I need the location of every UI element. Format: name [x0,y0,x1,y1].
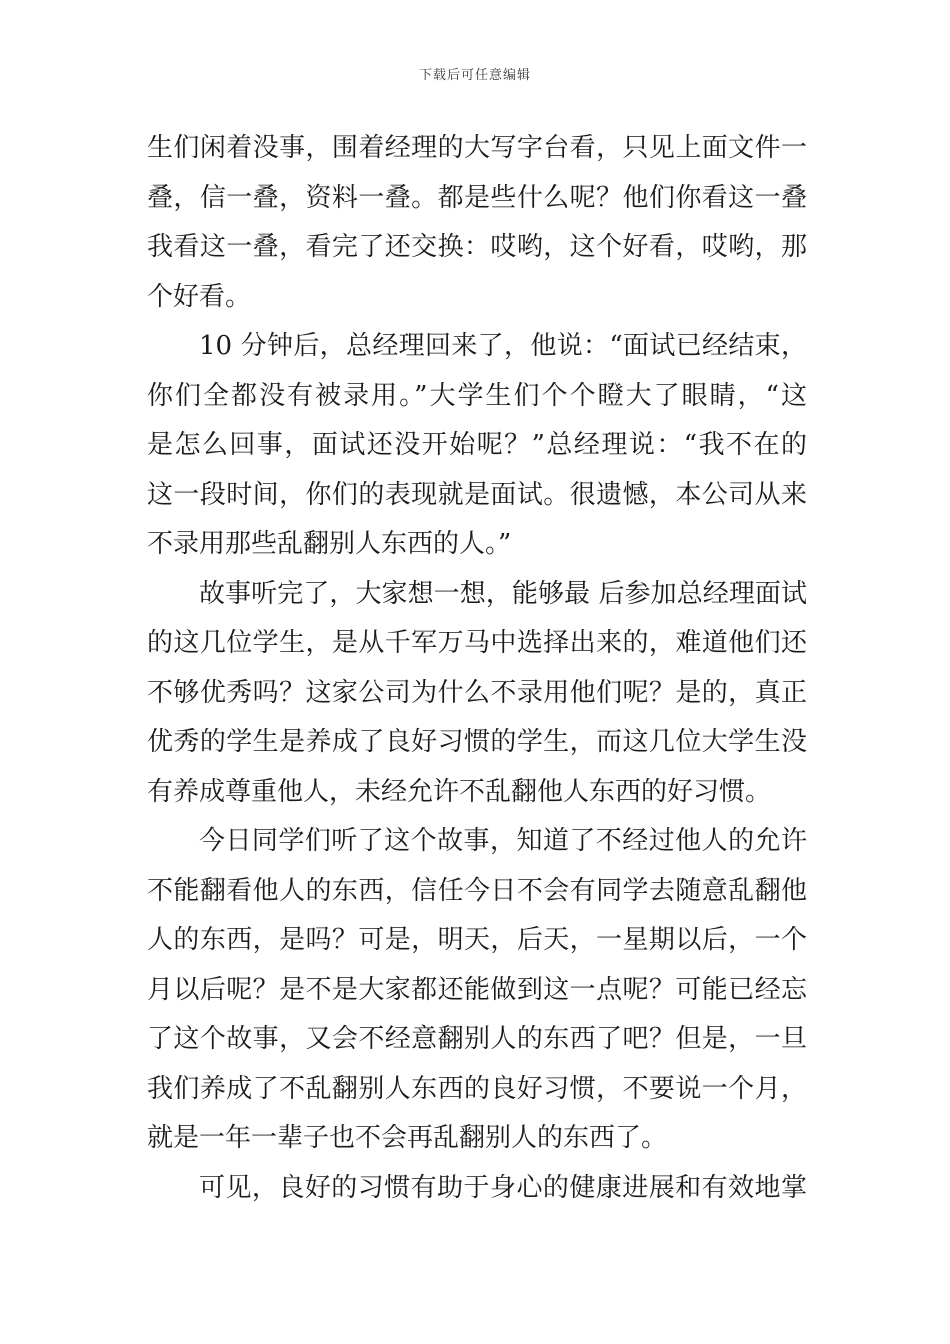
text-line: 不够优秀吗？这家公司为什么不录用他们呢？是的，真正 [147,677,807,708]
text-line: 是怎么回事，面试还没开始呢？”总经理说：“我不在的 [147,430,807,460]
text-line: 我看这一叠，看完了还交换：哎哟，这个好看，哎哟，那 [147,232,807,262]
text-line: 这一段时间，你们的表现就是面试。很遗憾，本公司从来 [147,479,807,510]
text-line: 个好看。 [147,281,252,312]
document-body [147,124,807,1213]
text-line: 你们全都没有被录用。”大学生们个个瞪大了眼睛，“这 [147,380,807,411]
text-line: 了这个故事，又会不经意翻别人的东西了吧？但是，一旦 [147,1024,807,1054]
text-line: 10 分钟后，总经理回来了，他说：“面试已经结束， [199,331,807,361]
text-line: 故事听完了，大家想一想，能够最 后参加总经理面试 [199,578,807,609]
text-line: 叠，信一叠，资料一叠。都是些什么呢？他们你看这一叠 [147,182,807,213]
text-line: 生们闲着没事，围着经理的大写字台看，只见上面文件一 [147,133,807,163]
text-line: 我们养成了不乱翻别人东西的良好习惯，不要说一个月， [147,1073,807,1104]
text-line: 就是一年一辈子也不会再乱翻别人的东西了。 [147,1123,668,1153]
text-line: 有养成尊重他人，未经允许不乱翻他人东西的好习惯。 [147,776,772,807]
text-line: 的这几位学生，是从千军万马中选择出来的，难道他们还 [147,628,807,658]
text-line: 今日同学们听了这个故事，知道了不经过他人的允许 [199,826,807,856]
text-line: 月以后呢？是不是大家都还能做到这一点呢？可能已经忘 [147,974,807,1005]
page-header-note: 下载后可任意编辑 [418,68,531,83]
text-line: 人的东西，是吗？可是，明天，后天，一星期以后，一个 [147,925,807,955]
text-line: 不录用那些乱翻别人东西的人。” [147,529,512,559]
text-line: 可见，良好的习惯有助于身心的健康进展和有效地掌 [199,1172,807,1203]
text-line: 不能翻看他人的东西，信任今日不会有同学去随意乱翻他 [147,875,807,906]
text-line: 优秀的学生是养成了良好习惯的学生，而这几位大学生没 [147,727,807,757]
